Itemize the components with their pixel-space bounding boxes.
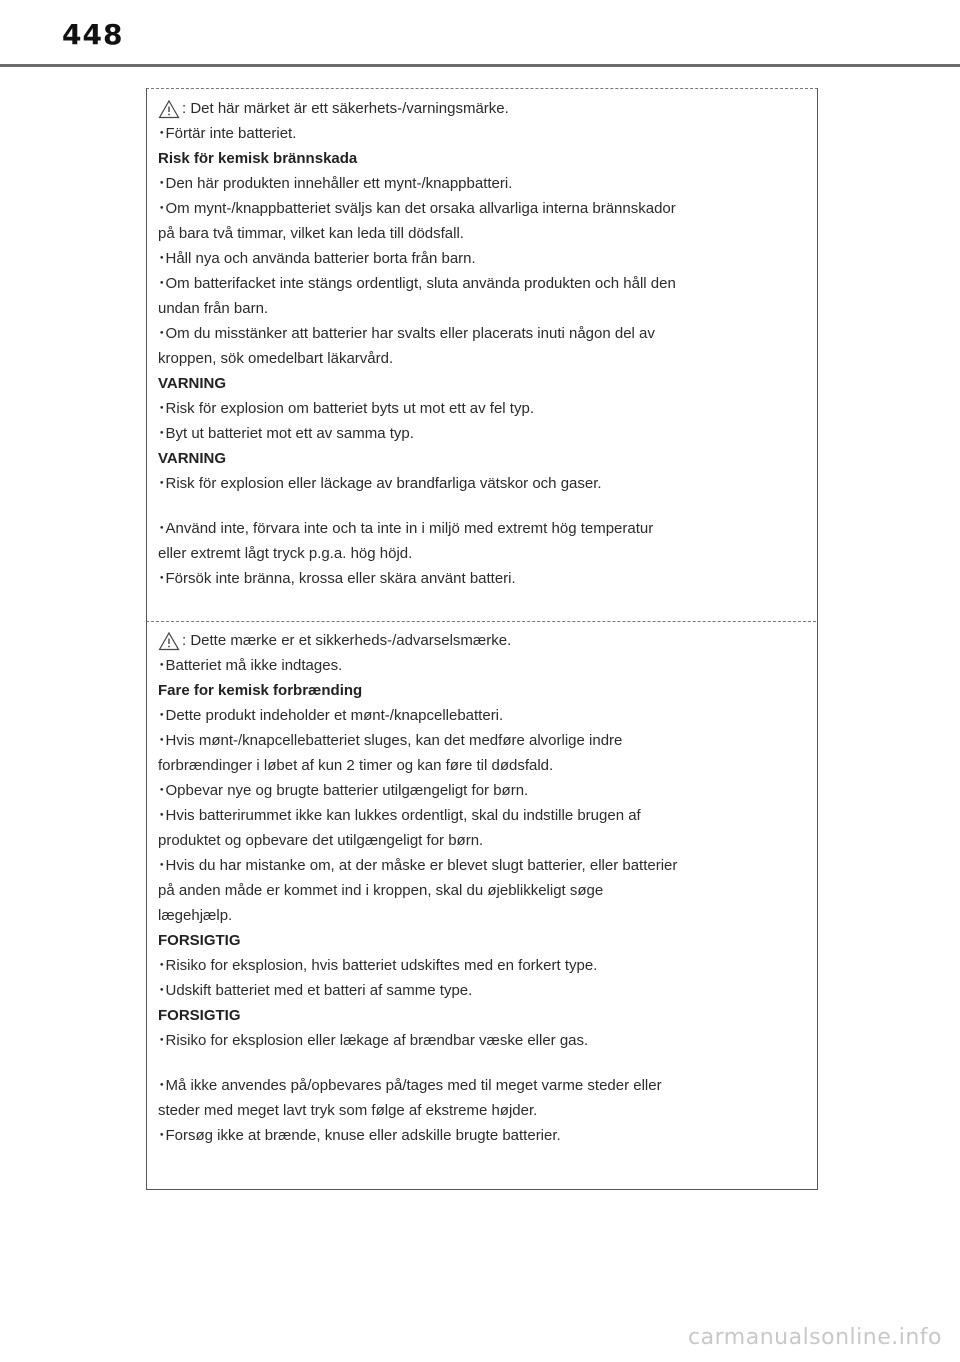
text-line: ･Risiko for eksplosion, hvis batteriet udskiftes med en forkert type.: [158, 957, 598, 974]
swedish-section: [158, 96, 788, 591]
text-line: produktet og opbevare det utilgængeligt for børn.: [158, 832, 484, 849]
text-line: ･Byt ut batteriet mot ett av samma typ.: [158, 425, 414, 442]
text-line: kroppen, sök omedelbart läkarvård.: [158, 350, 394, 367]
text-line: ･Batteriet må ikke indtages.: [158, 657, 343, 674]
text-line: på anden måde er kommet ind i kroppen, skal du øjeblikkeligt søge: [158, 882, 604, 899]
text-line: på bara två timmar, vilket kan leda till dödsfall.: [158, 225, 464, 242]
section-heading: VARNING: [158, 375, 227, 392]
text-line: ･Udskift batteriet med et batteri af samme type.: [158, 982, 473, 999]
text-line: ･Risk för explosion eller läckage av brandfarliga vätskor och gaser.: [158, 475, 602, 492]
text-line: steder med meget lavt tryk som følge af ekstreme højder.: [158, 1102, 538, 1119]
section-heading: FORSIGTIG: [158, 932, 241, 949]
danish-warning-note: [158, 628, 788, 653]
section-heading: FORSIGTIG: [158, 1007, 241, 1024]
header-rule: [0, 64, 960, 67]
text-line: eller extremt lågt tryck p.g.a. hög höjd.: [158, 545, 413, 562]
swedish-warning-note: [158, 96, 788, 121]
text-line: forbrændinger i løbet af kun 2 timer og kan føre til dødsfald.: [158, 757, 554, 774]
danish-warning-text: : Dette mærke er et sikkerheds-/advarselsmærke.: [182, 632, 512, 649]
text-line: ･Den här produkten innehåller ett mynt-/knappbatteri.: [158, 175, 513, 192]
text-line: ･Dette produkt indeholder et mønt-/knapcellebatteri.: [158, 707, 504, 724]
text-line: ･Om mynt-/knappbatteriet sväljs kan det orsaka allvarliga interna brännskador: [158, 200, 676, 217]
text-line: ･Håll nya och använda batterier borta från barn.: [158, 250, 476, 267]
text-line: ･Om batterifacket inte stängs ordentligt, sluta använda produkten och håll den: [158, 275, 676, 292]
page-number: 448: [62, 18, 124, 51]
text-line: ･Förtär inte batteriet.: [158, 125, 297, 142]
text-line: ･Hvis mønt-/knapcellebatteriet sluges, kan det medføre alvorlige indre: [158, 732, 623, 749]
text-line: ･Må ikke anvendes på/opbevares på/tages med til meget varme steder eller: [158, 1077, 662, 1094]
text-line: ･Forsøg ikke at brænde, knuse eller adskille brugte batterier.: [158, 1127, 561, 1144]
watermark: carmanualsonline.info: [688, 1325, 942, 1350]
text-line: ･Använd inte, förvara inte och ta inte in i miljö med extremt hög temperatur: [158, 520, 654, 537]
text-line: ･Opbevar nye og brugte batterier utilgængeligt for børn.: [158, 782, 529, 799]
text-line: lægehjælp.: [158, 907, 233, 924]
paragraph-gap: [158, 496, 788, 516]
swedish-warning-text: : Det här märket är ett säkerhets-/varningsmärke.: [182, 100, 509, 117]
warning-triangle-icon: [158, 631, 180, 651]
text-line: ･Försök inte bränna, krossa eller skära använt batteri.: [158, 570, 516, 587]
paragraph-gap: [158, 1053, 788, 1073]
section-heading: VARNING: [158, 450, 227, 467]
section-divider: [146, 621, 816, 622]
section-heading: Risk för kemisk brännskada: [158, 150, 358, 167]
text-line: ･Hvis du har mistanke om, at der måske er blevet slugt batterier, eller batterier: [158, 857, 678, 874]
section-heading: Fare for kemisk forbrænding: [158, 682, 363, 699]
danish-section: [158, 628, 788, 1148]
warning-triangle-icon: [158, 99, 180, 119]
text-line: ･Risiko for eksplosion eller lækage af brændbar væske eller gas.: [158, 1032, 589, 1049]
text-line: ･Hvis batterirummet ikke kan lukkes ordentligt, skal du indstille brugen af: [158, 807, 641, 824]
text-line: ･Om du misstänker att batterier har svalts eller placerats inuti någon del av: [158, 325, 655, 342]
text-line: undan från barn.: [158, 300, 269, 317]
text-line: ･Risk för explosion om batteriet byts ut mot ett av fel typ.: [158, 400, 534, 417]
